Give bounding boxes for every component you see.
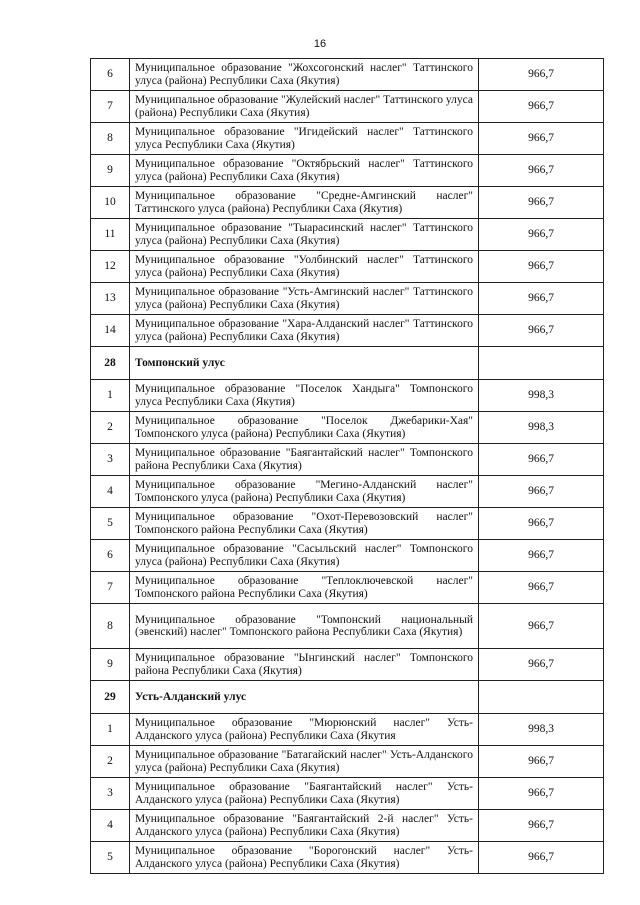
municipality-name: Муниципальное образование "Сасыльский наслег" Томпонского улуса (района) Республики Саха (Якутия) — [130, 540, 479, 572]
table-row — [91, 476, 604, 508]
table-row — [91, 604, 604, 649]
amount-value — [479, 347, 604, 380]
table-row — [91, 778, 604, 810]
municipality-name: Муниципальное образование "Уолбинский наслег" Таттинского улуса (района) Республики Саха (Якутия) — [130, 251, 479, 283]
municipality-name: Муниципальное образование "Теплоключевской наслег" Томпонского района Республики Саха (Якутия) — [130, 572, 479, 604]
row-number: 4 — [91, 476, 130, 508]
table-row — [91, 540, 604, 572]
municipality-name: Муниципальное образование "Усть-Амгинский наслег" Таттинского улуса (района) Республики Саха (Якутия) — [130, 283, 479, 315]
amount-value: 966,7 — [479, 842, 604, 874]
amount-value: 966,7 — [479, 59, 604, 91]
amount-value: 966,7 — [479, 283, 604, 315]
table-row — [91, 649, 604, 681]
table-row — [91, 251, 604, 283]
row-number: 13 — [91, 283, 130, 315]
table-row — [91, 746, 604, 778]
table-row — [91, 91, 604, 123]
amount-value: 966,7 — [479, 476, 604, 508]
row-number: 10 — [91, 187, 130, 219]
row-number: 4 — [91, 810, 130, 842]
row-number: 12 — [91, 251, 130, 283]
table-row — [91, 315, 604, 347]
table-row — [91, 187, 604, 219]
row-number: 7 — [91, 91, 130, 123]
amount-value: 966,7 — [479, 91, 604, 123]
amount-value: 966,7 — [479, 649, 604, 681]
municipality-name: Муниципальное образование "Жулейский наслег" Таттинского улуса (района) Республики Саха (Якутия) — [130, 91, 479, 123]
municipality-name: Муниципальное образование "Баягантайский наслег" Томпонского района Республики Саха (Якутия) — [130, 444, 479, 476]
municipality-name: Муниципальное образование "Мегино-Алданский наслег" Томпонского улуса (района) Республики Саха (Якутия) — [130, 476, 479, 508]
table-row — [91, 842, 604, 874]
table-row — [91, 59, 604, 91]
row-number: 2 — [91, 412, 130, 444]
table-row — [91, 380, 604, 412]
municipality-table — [90, 58, 604, 874]
row-number: 8 — [91, 604, 130, 649]
row-number: 1 — [91, 380, 130, 412]
municipality-name: Муниципальное образование "Баягантайский наслег" Усть-Алданского улуса (района) Республики Саха (Якутия) — [130, 778, 479, 810]
municipality-name: Муниципальное образование "Поселок Хандыга" Томпонского улуса Республики Саха (Якутия) — [130, 380, 479, 412]
table-row — [91, 810, 604, 842]
page-number: 16 — [313, 38, 327, 50]
amount-value: 998,3 — [479, 714, 604, 746]
municipality-name: Муниципальное образование "Тыарасинский наслег" Таттинского улуса (района) Республики Саха (Якутия) — [130, 219, 479, 251]
table-row — [91, 572, 604, 604]
table-row — [91, 283, 604, 315]
row-number: 5 — [91, 508, 130, 540]
amount-value: 966,7 — [479, 251, 604, 283]
amount-value: 966,7 — [479, 540, 604, 572]
row-number: 11 — [91, 219, 130, 251]
row-number: 28 — [91, 347, 130, 380]
section-title: Усть-Алданский улус — [130, 681, 479, 714]
municipality-name: Муниципальное образование "Хара-Алданский наслег" Таттинского улуса (района) Республики Саха (Якутия) — [130, 315, 479, 347]
row-number: 9 — [91, 155, 130, 187]
table-row — [91, 444, 604, 476]
amount-value: 966,7 — [479, 810, 604, 842]
section-row — [91, 347, 604, 380]
municipality-name: Муниципальное образование "Ынгинский наслег" Томпонского района Республики Саха (Якутия) — [130, 649, 479, 681]
municipality-name: Муниципальное образование "Охот-Перевозовский наслег" Томпонского района Республики Саха (Якутия) — [130, 508, 479, 540]
row-number: 3 — [91, 444, 130, 476]
row-number: 6 — [91, 540, 130, 572]
amount-value: 966,7 — [479, 572, 604, 604]
section-row — [91, 681, 604, 714]
amount-value: 998,3 — [479, 412, 604, 444]
amount-value: 998,3 — [479, 380, 604, 412]
amount-value: 966,7 — [479, 604, 604, 649]
amount-value: 966,7 — [479, 315, 604, 347]
municipality-name: Муниципальное образование "Октябрьский наслег" Таттинского улуса (района) Республики Саха (Якутия) — [130, 155, 479, 187]
amount-value: 966,7 — [479, 219, 604, 251]
municipality-name: Муниципальное образование "Баягантайский 2-й наслег" Усть-Алданского улуса (района) Республики Саха (Якутия) — [130, 810, 479, 842]
amount-value: 966,7 — [479, 123, 604, 155]
municipality-name: Муниципальное образование "Батагайский наслег" Усть-Алданского улуса (района) Республики Саха (Якутия) — [130, 746, 479, 778]
row-number: 3 — [91, 778, 130, 810]
table-row — [91, 123, 604, 155]
row-number: 7 — [91, 572, 130, 604]
amount-value: 966,7 — [479, 155, 604, 187]
amount-value: 966,7 — [479, 508, 604, 540]
municipality-name: Муниципальное образование "Томпонский национальный (эвенский) наслег" Томпонского района Республики Саха (Якутия) — [130, 604, 479, 649]
row-number: 1 — [91, 714, 130, 746]
table-row — [91, 219, 604, 251]
table-row — [91, 714, 604, 746]
amount-value: 966,7 — [479, 187, 604, 219]
row-number: 9 — [91, 649, 130, 681]
section-title: Томпонский улус — [130, 347, 479, 380]
municipality-name: Муниципальное образование "Жохсогонский наслег" Таттинского улуса (района) Республики Саха (Якутия) — [130, 59, 479, 91]
table-row — [91, 155, 604, 187]
municipality-name: Муниципальное образование "Игидейский наслег" Таттинского улуса Республики Саха (Якутия) — [130, 123, 479, 155]
amount-value: 966,7 — [479, 444, 604, 476]
amount-value: 966,7 — [479, 746, 604, 778]
row-number: 29 — [91, 681, 130, 714]
municipality-name: Муниципальное образование "Средне-Амгинский наслег" Таттинского улуса (района) Республики Саха (Якутия) — [130, 187, 479, 219]
table-row — [91, 412, 604, 444]
municipality-name: Муниципальное образование "Мюрюнский наслег" Усть-Алданского улуса (района) Республики Саха (Якутия — [130, 714, 479, 746]
row-number: 14 — [91, 315, 130, 347]
table-row — [91, 508, 604, 540]
municipality-name: Муниципальное образование "Поселок Джебарики-Хая" Томпонского улуса (района) Республики Саха (Якутия) — [130, 412, 479, 444]
amount-value — [479, 681, 604, 714]
row-number: 2 — [91, 746, 130, 778]
table-body — [91, 59, 604, 874]
amount-value: 966,7 — [479, 778, 604, 810]
row-number: 8 — [91, 123, 130, 155]
row-number: 6 — [91, 59, 130, 91]
municipality-name: Муниципальное образование "Борогонский наслег" Усть-Алданского улуса (района) Республики Саха (Якутия) — [130, 842, 479, 874]
row-number: 5 — [91, 842, 130, 874]
